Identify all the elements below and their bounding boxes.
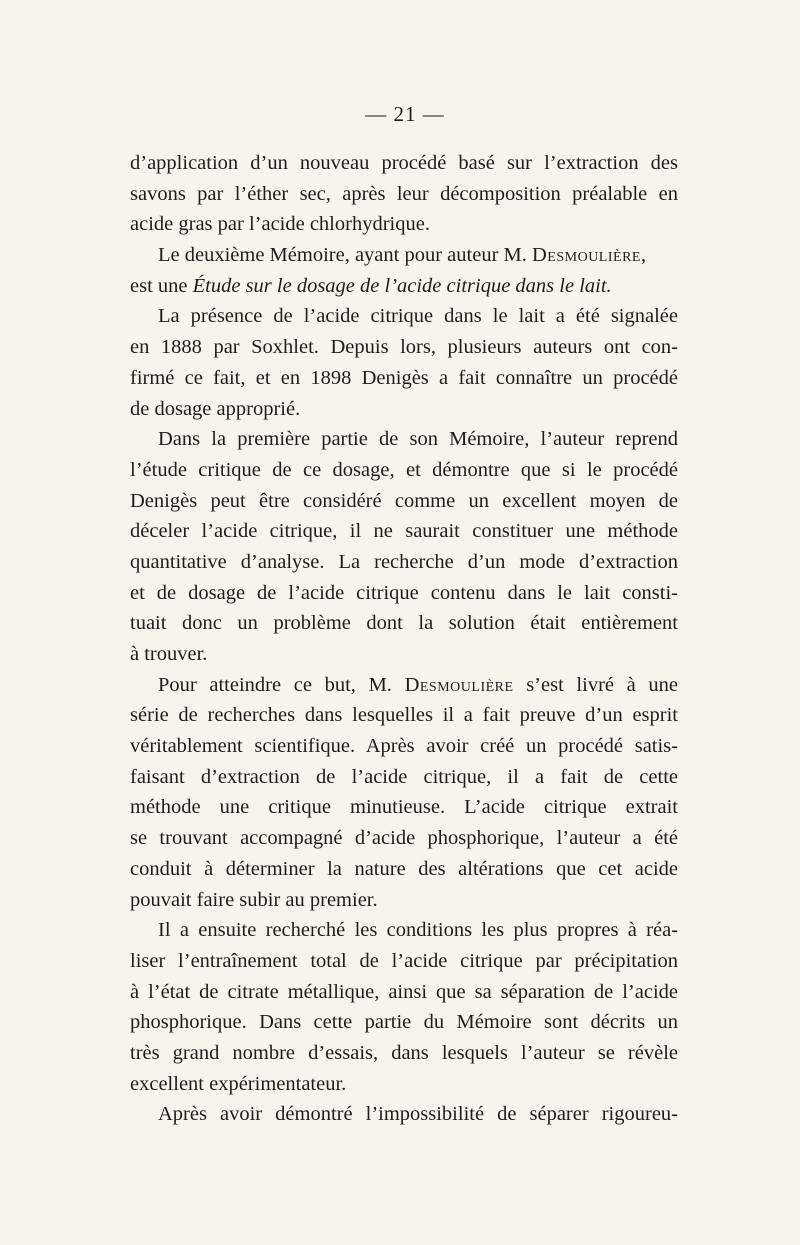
- text-line: [130, 915, 678, 946]
- text-line: [130, 332, 678, 363]
- text-segment: de dosage approprié.: [130, 397, 301, 420]
- text-segment: véritablement scientifique. Après avoir créé un procédé satis-: [130, 735, 678, 758]
- text-line: [130, 1007, 678, 1038]
- text-line: [130, 301, 678, 332]
- text-segment: savons par l’éther sec, après leur décomposition préalable en: [130, 182, 678, 205]
- text-line: [130, 762, 678, 793]
- author-name: Desmoulière: [532, 244, 641, 267]
- text-line: [130, 639, 678, 670]
- text-line: [130, 670, 678, 701]
- text-segment: conduit à déterminer la nature des altérations que cet acide: [130, 857, 678, 880]
- text-segment: Denigès peut être considéré comme un excellent moyen de: [130, 489, 678, 512]
- text-line: [130, 271, 678, 302]
- memoir-title: Étude sur le dosage de l’acide citrique dans le lait.: [192, 274, 612, 297]
- text-segment: Dans la première partie de son Mémoire, l’auteur reprend: [158, 428, 678, 451]
- text-segment: série de recherches dans lesquelles il a fait preuve d’un esprit: [130, 704, 678, 727]
- text-segment: Après avoir démontré l’impossibilité de séparer rigoureu-: [158, 1103, 678, 1126]
- text-line: [130, 148, 678, 179]
- author-name: Desmoulière: [404, 673, 514, 696]
- text-segment: tuait donc un problème dont la solution était entièrement: [130, 612, 678, 635]
- text-line: [130, 179, 678, 210]
- text-line: [130, 977, 678, 1008]
- text-segment: à l’état de citrate métallique, ainsi que sa séparation de l’acide: [130, 980, 678, 1003]
- text-segment: se trouvant accompagné d’acide phosphorique, l’auteur a été: [130, 827, 678, 850]
- body-text: [130, 148, 678, 1130]
- text-segment: en 1888 par Soxhlet. Depuis lors, plusieurs auteurs ont con-: [130, 336, 678, 359]
- text-segment: déceler l’acide citrique, il ne saurait constituer une méthode: [130, 520, 678, 543]
- text-line: [130, 946, 678, 977]
- text-line: [130, 486, 678, 517]
- text-line: [130, 731, 678, 762]
- text-line: [130, 516, 678, 547]
- text-segment: firmé ce fait, et en 1898 Denigès a fait connaître un procédé: [130, 366, 678, 389]
- text-line: [130, 700, 678, 731]
- text-segment: faisant d’extraction de l’acide citrique, il a fait de cette: [130, 765, 678, 788]
- text-line: [130, 823, 678, 854]
- text-line: [130, 608, 678, 639]
- text-segment: et de dosage de l’acide citrique contenu dans le lait consti-: [130, 581, 678, 604]
- text-segment: Le deuxième Mémoire, ayant pour auteur M.: [158, 244, 532, 267]
- text-line: [130, 1038, 678, 1069]
- text-segment: phosphorique. Dans cette partie du Mémoire sont décrits un: [130, 1011, 678, 1034]
- text-line: [130, 885, 678, 916]
- text-line: [130, 394, 678, 425]
- text-segment: ,: [640, 244, 647, 267]
- text-segment: liser l’entraînement total de l’acide citrique par précipitation: [130, 949, 678, 972]
- text-segment: d’application d’un nouveau procédé basé sur l’extraction des: [130, 152, 678, 174]
- text-line: [130, 854, 678, 885]
- text-line: [130, 209, 678, 240]
- text-line: [130, 578, 678, 609]
- page-number: — 21 —: [365, 102, 445, 126]
- text-segment: à trouver.: [130, 643, 208, 665]
- text-segment: pouvait faire subir au premier.: [130, 888, 378, 911]
- text-line: [130, 240, 678, 271]
- text-segment: La présence de l’acide citrique dans le lait a été signalée: [158, 305, 678, 328]
- text-line: [130, 792, 678, 823]
- text-segment: Pour atteindre ce but, M.: [158, 673, 405, 696]
- text-segment: Il a ensuite recherché les conditions les plus propres à réa-: [158, 919, 678, 942]
- text-segment: excellent expérimentateur.: [130, 1072, 347, 1095]
- text-line: [130, 424, 678, 455]
- text-segment: l’étude critique de ce dosage, et démontre que si le procédé: [130, 458, 678, 481]
- text-segment: est une: [130, 274, 193, 297]
- text-segment: méthode une critique minutieuse. L’acide citrique extrait: [130, 796, 678, 819]
- text-line: [130, 455, 678, 486]
- text-line: [130, 363, 678, 394]
- text-line: [130, 1069, 678, 1100]
- text-segment: quantitative d’analyse. La recherche d’un mode d’extraction: [130, 550, 678, 573]
- text-segment: très grand nombre d’essais, dans lesquels l’auteur se révèle: [130, 1041, 678, 1064]
- text-line: [130, 547, 678, 578]
- text-segment: s’est livré à une: [513, 673, 678, 696]
- text-segment: acide gras par l’acide chlorhydrique.: [130, 213, 430, 236]
- text-line: [130, 1099, 678, 1130]
